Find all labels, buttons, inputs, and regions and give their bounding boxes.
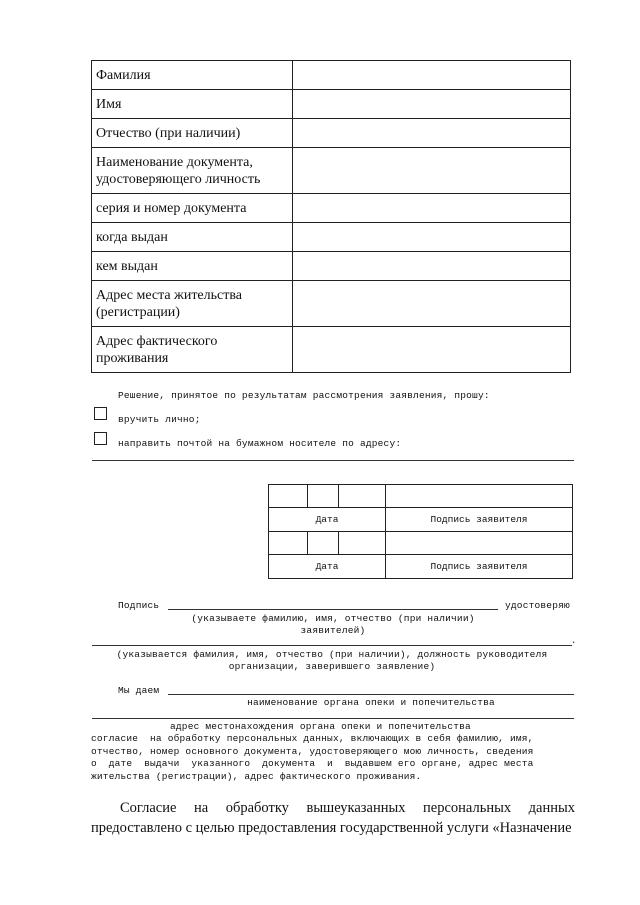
registration-address-label-line1: Адрес места жительства <box>96 287 242 303</box>
actual-address-field[interactable] <box>293 327 571 373</box>
authority-name-line[interactable] <box>168 694 574 695</box>
id-document-label-line2: удостоверяющего личность <box>96 171 261 187</box>
table-row <box>269 485 573 508</box>
applicant-hint-line1: (указываете фамилию, имя, отчество (при наличии) <box>191 613 475 624</box>
personal-delivery-checkbox[interactable] <box>94 407 107 420</box>
issued-by-label: кем выдан <box>92 252 293 281</box>
closing-word: Согласие <box>120 800 177 816</box>
sign-label: Подпись <box>118 600 160 611</box>
certifier-line-end-dot: . <box>571 636 577 646</box>
issued-by-field[interactable] <box>293 252 571 281</box>
date-caption: Дата <box>269 508 386 532</box>
table-row <box>92 148 571 194</box>
date-year-cell[interactable] <box>339 485 386 508</box>
table-row <box>269 508 573 532</box>
actual-address-label-line1: Адрес фактического <box>96 333 218 349</box>
date-month-cell[interactable] <box>308 532 339 555</box>
decision-intro-text: Решение, принятое по результатам рассмотрения заявления, прошу: <box>118 390 490 401</box>
applicant-signature-cell[interactable] <box>386 532 573 555</box>
mail-address-line[interactable] <box>92 460 574 461</box>
mail-delivery-checkbox[interactable] <box>94 432 107 445</box>
consent-text-line: согласие на обработку персональных данных, включающих в себя фамилию, имя, <box>91 733 534 744</box>
date-year-cell[interactable] <box>339 532 386 555</box>
actual-address-label <box>92 327 293 373</box>
table-row <box>92 119 571 148</box>
applicant-hint-line2: заявителей) <box>300 625 366 636</box>
table-row <box>269 555 573 579</box>
date-month-cell[interactable] <box>308 485 339 508</box>
closing-line-1 <box>91 798 575 818</box>
last-name-label: Фамилия <box>92 61 293 90</box>
first-name-field[interactable] <box>293 90 571 119</box>
consent-text-line: о дате выдачи указанного документа и выдавшем его органе, адрес места <box>91 758 534 769</box>
table-row <box>92 252 571 281</box>
patronymic-field[interactable] <box>293 119 571 148</box>
closing-word: обработку <box>225 800 289 816</box>
applicant-name-line[interactable] <box>168 609 498 610</box>
date-day-cell[interactable] <box>269 532 308 555</box>
certifier-line[interactable] <box>92 645 572 646</box>
id-document-label <box>92 148 293 194</box>
consent-text-line: жительства (регистрации), адрес фактического проживания. <box>91 770 422 782</box>
closing-paragraph <box>91 798 575 838</box>
we-give-label: Мы даем <box>118 685 160 696</box>
table-row <box>92 194 571 223</box>
closing-line-2: предоставлено с целью предоставления государственной услуги «Назначение <box>91 820 572 836</box>
certifier-hint-line2: организации, заверившего заявление) <box>228 661 436 672</box>
actual-address-label-line2: проживания <box>96 350 169 366</box>
mail-delivery-label: направить почтой на бумажном носителе по адресу: <box>118 438 402 449</box>
closing-word: персональных <box>423 800 512 816</box>
applicant-signature-cell[interactable] <box>386 485 573 508</box>
patronymic-label: Отчество (при наличии) <box>92 119 293 148</box>
document-number-label: серия и номер документа <box>92 194 293 223</box>
registration-address-label-line2: (регистрации) <box>96 304 180 320</box>
document-number-field[interactable] <box>293 194 571 223</box>
consent-text <box>91 733 534 783</box>
table-row <box>92 90 571 119</box>
issue-date-field[interactable] <box>293 223 571 252</box>
certifier-hint-line1: (указывается фамилия, имя, отчество (при наличии), должность руководителя <box>116 649 548 660</box>
last-name-field[interactable] <box>293 61 571 90</box>
date-caption: Дата <box>269 555 386 579</box>
table-row <box>92 223 571 252</box>
issue-date-label: когда выдан <box>92 223 293 252</box>
personal-data-table <box>91 60 571 373</box>
registration-address-field[interactable] <box>293 281 571 327</box>
signature-caption: Подпись заявителя <box>386 555 573 579</box>
registration-address-label <box>92 281 293 327</box>
date-day-cell[interactable] <box>269 485 308 508</box>
id-document-label-line1: Наименование документа, <box>96 154 253 170</box>
consent-text-line: отчество, номер основного документа, удостоверяющего мою личность, сведения <box>91 745 534 757</box>
address-hint: адрес местонахождения органа опеки и попечительства <box>170 721 471 732</box>
authority-hint: наименование органа опеки и попечительства <box>247 697 495 708</box>
certify-label: удостоверяю <box>505 600 570 611</box>
authority-address-line[interactable] <box>92 718 574 719</box>
closing-word: на <box>193 800 209 816</box>
closing-word: данных <box>528 800 575 816</box>
signature-table <box>268 484 573 579</box>
table-row <box>269 532 573 555</box>
id-document-field[interactable] <box>293 148 571 194</box>
table-row <box>92 327 571 373</box>
personal-delivery-label: вручить лично; <box>118 414 201 425</box>
table-row <box>92 61 571 90</box>
closing-word: вышеуказанных <box>306 800 406 816</box>
signature-caption: Подпись заявителя <box>386 508 573 532</box>
first-name-label: Имя <box>92 90 293 119</box>
table-row <box>92 281 571 327</box>
